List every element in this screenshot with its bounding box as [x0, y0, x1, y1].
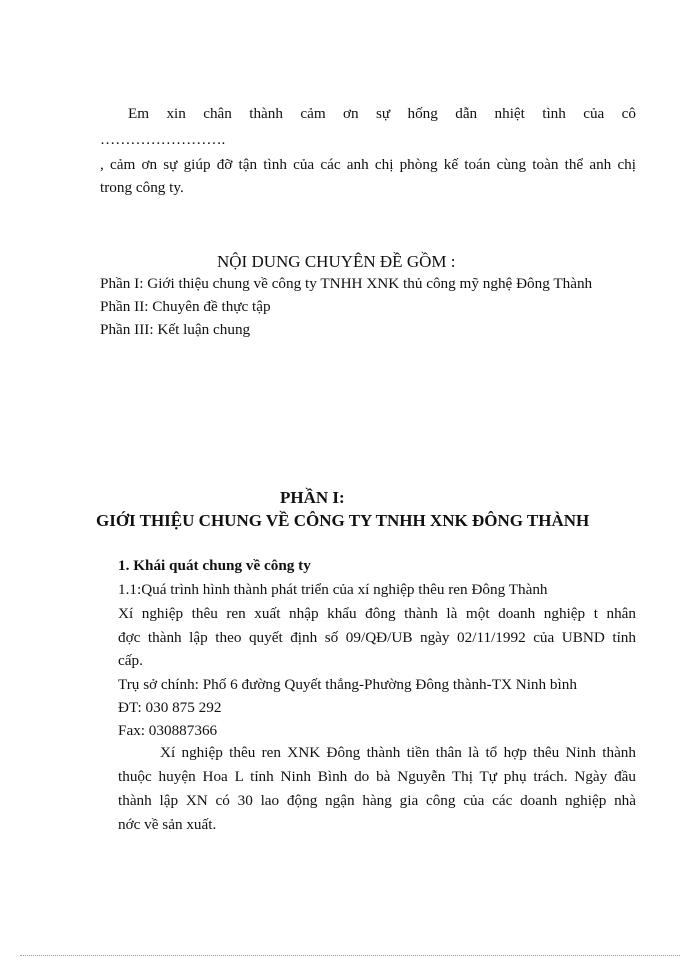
contents-heading: NỘI DUNG CHUYÊN ĐỀ GỒM :: [217, 252, 456, 271]
phone-line: ĐT: 030 875 292: [118, 699, 222, 716]
contents-item-1: Phần I: Giới thiệu chung về công ty TNHH XNK thủ công mỹ nghệ Đông Thành: [100, 275, 593, 292]
intro-line-1: Em xin chân thành cảm ơn sự hống dẫn nhiệt tình của cô: [128, 105, 636, 122]
contents-item-3: Phần III: Kết luận chung: [100, 321, 251, 338]
para2-line-4: nớc về sản xuất.: [118, 816, 217, 833]
intro-line-4: trong công ty.: [100, 179, 184, 196]
subsection-heading: 1.1:Quá trình hình thành phát triển của xí nghiệp thêu ren Đông Thành: [118, 581, 548, 598]
page-bottom-divider: [20, 955, 680, 956]
para1-line-1: Xí nghiệp thêu ren xuất nhập khẩu đông thành là một doanh nghiệp t nhân: [118, 605, 636, 622]
para2-line-3: thành lập XN có 30 lao động ngận hàng gia công của các doanh nghiệp nhà: [118, 792, 636, 809]
address-line: Trụ sở chính: Phố 6 đường Quyết thắng-Phường Đông thành-TX Ninh bình: [118, 676, 577, 693]
para2-line-1: Xí nghiệp thêu ren XNK Đông thành tiền thân là tổ hợp thêu Ninh thành: [160, 744, 636, 761]
part1-subtitle: GIỚI THIỆU CHUNG VỀ CÔNG TY TNHH XNK ĐÔNG THÀNH: [96, 511, 590, 530]
contents-item-2: Phần II: Chuyên đề thực tập: [100, 298, 271, 315]
para1-line-2: đợc thành lập theo quyết định số 09/QĐ/UB ngày 02/11/1992 của UBND tỉnh: [118, 629, 636, 646]
intro-line-3: , cảm ơn sự giúp đỡ tận tình của các anh chị phòng kế toán cùng toàn thể anh chị: [100, 156, 636, 173]
part1-title: PHẦN I:: [280, 488, 345, 507]
intro-dotted-placeholder: …………………….: [100, 131, 226, 148]
para2-line-2: thuộc huyện Hoa L tỉnh Ninh Bình do bà Nguyễn Thị Tự phụ trách. Ngày đầu: [118, 768, 636, 785]
fax-line: Fax: 030887366: [118, 722, 218, 739]
section-heading: 1. Khái quát chung về công ty: [118, 557, 311, 574]
para1-line-3: cấp.: [118, 652, 143, 669]
